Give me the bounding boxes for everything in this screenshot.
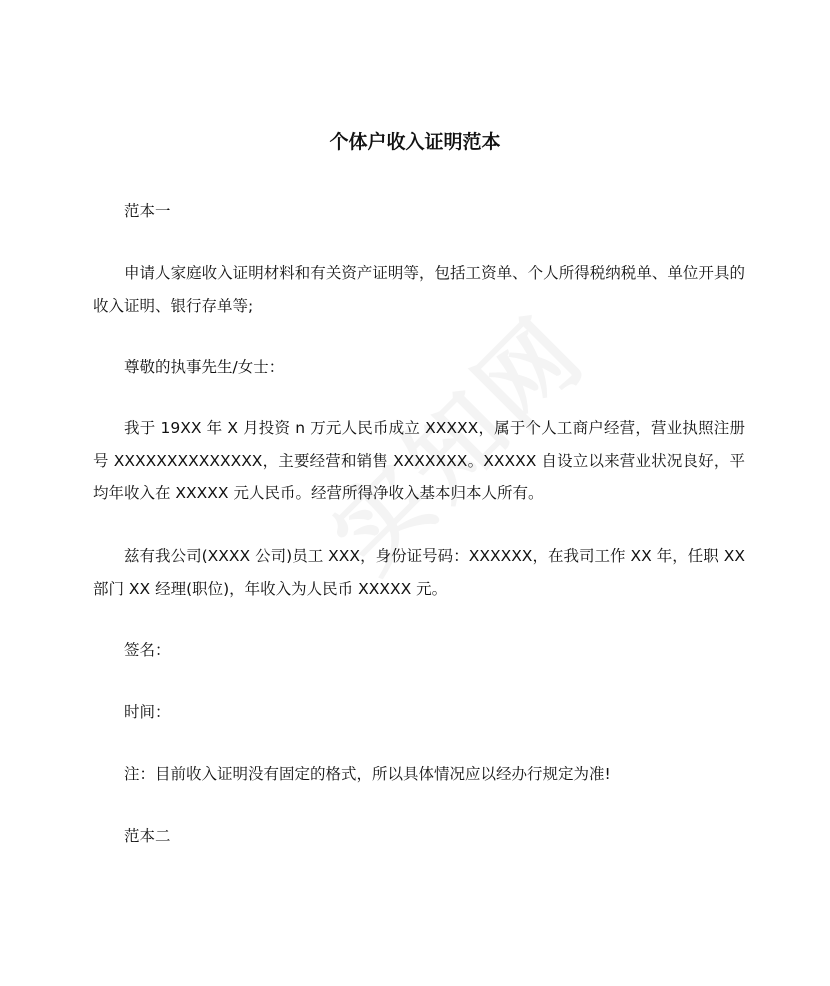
document-title: 个体户收入证明范本 <box>329 131 501 153</box>
section-heading-sample-two: 范本二 <box>124 827 171 845</box>
date-line: 时间： <box>124 703 171 721</box>
paragraph-note: 注：目前收入证明没有固定的格式，所以具体情况应以经办行规定为准! <box>124 765 611 783</box>
paragraph-salutation: 尊敬的执事先生/女士： <box>124 358 285 376</box>
paragraph-business-statement: 我于 19XX 年 X 月投资 n 万元人民币成立 XXXXX，属于个人工商户经营，营业执照注册号 XXXXXXXXXXXXXX，主要经营和销售 XXXXXXX。XXXXX 自设立以来营业状况良好，平均年收入在 XXXXX 元人民币。经营所得净收入基本归本人所有。 <box>93 419 745 502</box>
signature-line: 签名： <box>124 641 171 659</box>
section-heading-sample-one: 范本一 <box>124 202 171 220</box>
paragraph-employment-certification: 兹有我公司(XXXX 公司)员工 XXX，身份证号码：XXXXXX，在我司工作 XX 年，任职 XX 部门 XX 经理(职位)，年收入为人民币 XXXXX 元。 <box>93 547 745 598</box>
paragraph-application-materials: 申请人家庭收入证明材料和有关资产证明等，包括工资单、个人所得税纳税单、单位开具的收入证明、银行存单等; <box>93 264 745 315</box>
